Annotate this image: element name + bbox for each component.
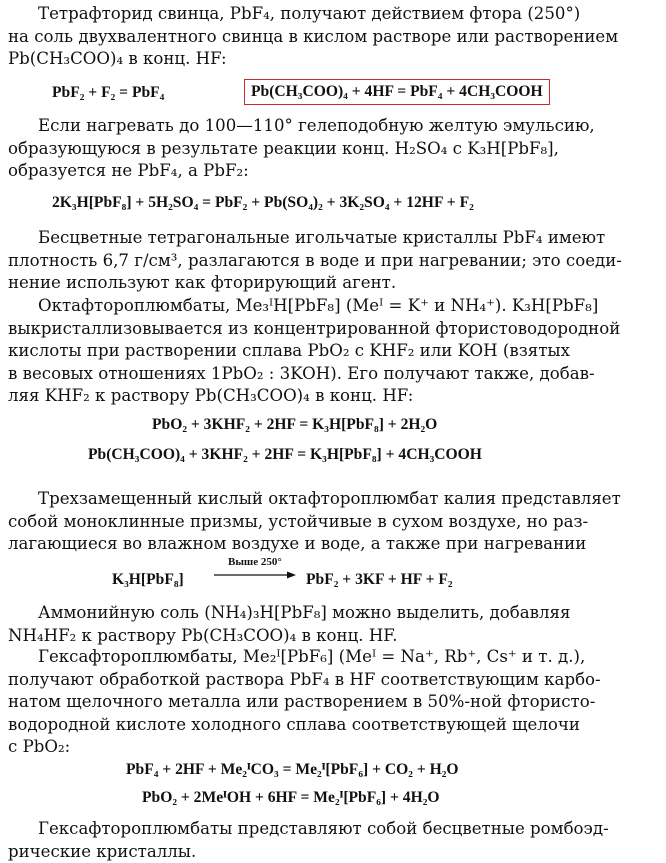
- equation-hydroxide-route: PbO₂ + 2MeᴵOH + 6HF = Me₂ᴵ[PbF₆] + 4H₂O: [142, 789, 440, 806]
- text-line: Бесцветные тетрагональные игольчатые кристаллы PbF₄ имеют: [38, 228, 606, 247]
- equation-carbonate-route: PbF₄ + 2HF + Me₂ᴵCO₃ = Me₂ᴵ[PbF₆] + CO₂ + H₂O: [126, 761, 459, 778]
- text-line: Аммонийную соль (NH₄)₃H[PbF₈] можно выделить, добавляя: [38, 603, 571, 622]
- text-line: лагающиеся во влажном воздухе и воде, а также при нагревании: [8, 534, 587, 554]
- equation-sulfuric-decomposition: 2K₃H[PbF₈] + 5H₂SO₄ = PbF₂ + Pb(SO₄)₂ + 3K₂SO₄ + 12HF + F₂: [52, 194, 474, 211]
- equation-pbo2-khf2: PbO₂ + 3KHF₂ + 2HF = K₃H[PbF₈] + 2H₂O: [152, 416, 438, 433]
- text-line: ляя KHF₂ к раствору Pb(CH₃COO)₄ в конц. HF:: [8, 386, 414, 406]
- text-line: Тетрафторид свинца, PbF₄, получают действием фтора (250°): [38, 4, 581, 23]
- text-line: выкристаллизовывается из концентрированной фтористоводородной: [8, 318, 621, 338]
- paragraph-ammonium-salt: [8, 602, 660, 647]
- text-line: Pb(CH₃COO)₄ в конц. HF:: [8, 49, 227, 69]
- text-line: Трехзамещенный кислый октафтороплюмбат калия представляет: [38, 489, 621, 508]
- text-line: водородной кислоте холодного сплава соответствующей щелочи: [8, 714, 580, 734]
- paragraph-rhombohedral-crystals: [8, 818, 660, 863]
- text-line: с PbO₂:: [8, 737, 71, 757]
- paragraph-octafluoroplumbates: [8, 295, 660, 408]
- text-line: на соль двухвалентного свинца в кислом растворе или растворением: [8, 26, 619, 46]
- paragraph-pbf4-properties: [8, 227, 660, 295]
- text-line: Гексафтороплюмбаты, Me₂ᴵ[PbF₆] (Meᴵ = Na⁺, Rb⁺, Cs⁺ и т. д.),: [38, 647, 586, 666]
- text-line: рические кристаллы.: [8, 841, 197, 861]
- equation-boxed-highlight: Pb(CH₃COO)₄ + 4HF = PbF₄ + 4CH₃COOH: [244, 79, 550, 105]
- text-line: плотность 6,7 г/см³, разлагаются в воде и при нагревании; это соеди-: [8, 250, 622, 270]
- equation-reactant: K₃H[PbF₈]: [112, 571, 184, 588]
- text-line: образуется не PbF₄, а PbF₂:: [8, 161, 249, 181]
- text-line: NH₄HF₂ к раствору Pb(CH₃COO)₄ в конц. HF.: [8, 625, 398, 645]
- paragraph-monoclinic-prisms: [8, 488, 660, 556]
- text-line: в весовых отношениях 1PbO₂ : 3KOH). Его получают также, добав-: [8, 363, 595, 383]
- reaction-condition: Выше 250°: [228, 556, 282, 568]
- paragraph-hexafluoroplumbates: [8, 646, 660, 759]
- text-line: собой моноклинные призмы, устойчивые в сухом воздухе, но раз-: [8, 511, 589, 531]
- paragraph-heating-emulsion: [8, 115, 660, 183]
- text-line: образующуюся в результате реакции конц. H₂SO₄ с K₃H[PbF₈],: [8, 138, 559, 158]
- equation-products: PbF₂ + 3KF + HF + F₂: [306, 571, 453, 588]
- equation-acetate-khf2: Pb(CH₃COO)₄ + 3KHF₂ + 2HF = K₃H[PbF₈] + 4CH₃COOH: [88, 446, 482, 463]
- text-line: Гексафтороплюмбаты представляют собой бесцветные ромбоэд-: [38, 819, 609, 838]
- text-line: получают обработкой раствора PbF₄ в HF соответствующим карбо-: [8, 669, 601, 689]
- text-line: Если нагревать до 100—110° гелеподобную желтую эмульсию,: [38, 116, 595, 135]
- arrow-icon: [210, 556, 298, 586]
- text-line: натом щелочного металла или растворением в 50%-ной фтористо-: [8, 692, 596, 712]
- paragraph-tetrafluoride-intro: [8, 3, 660, 71]
- text-line: Октафтороплюмбаты, Me₃ᴵH[PbF₈] (Meᴵ = K⁺ и NH₄⁺). K₃H[PbF₈]: [38, 296, 599, 315]
- reaction-arrow: [210, 556, 298, 586]
- text-line: нение используют как фторирующий агент.: [8, 273, 397, 293]
- equation-pbf2-fluorination: PbF₂ + F₂ = PbF₄: [52, 84, 165, 101]
- text-line: кислоты при растворении сплава PbO₂ с KHF₂ или KOH (взятых: [8, 341, 570, 361]
